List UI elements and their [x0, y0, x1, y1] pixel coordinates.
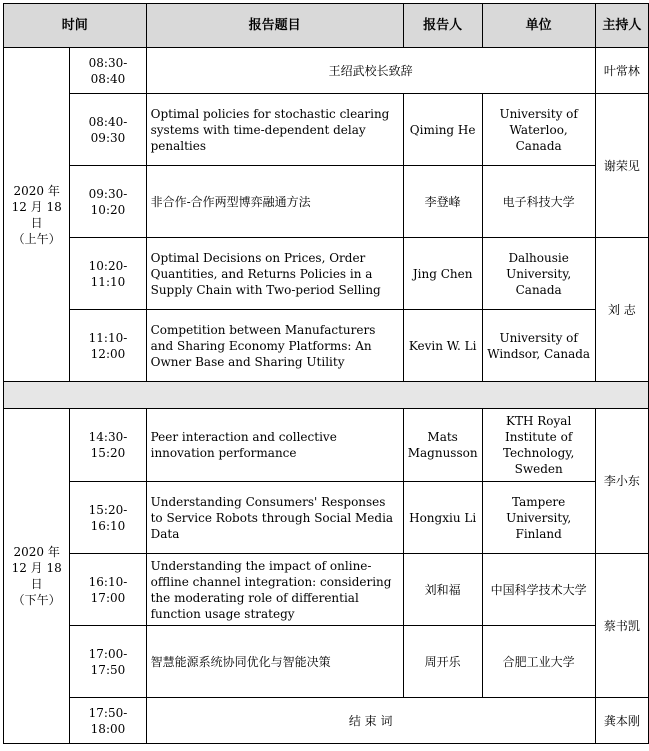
speaker-cell: Hongxiu Li	[403, 482, 482, 554]
unit-cell: 中国科学技术大学	[482, 554, 595, 626]
host-cell: 蔡书凯	[595, 554, 648, 698]
table-row	[4, 482, 649, 554]
table-row	[4, 94, 649, 166]
speaker-cell: Qiming He	[403, 94, 482, 166]
time-cell: 17:00-17:50	[70, 626, 146, 698]
date-line: （下午）	[12, 593, 61, 607]
header-host: 主持人	[595, 4, 648, 48]
time-cell: 11:10-12:00	[70, 310, 146, 382]
title-cell: Competition between Manufacturers and Sharing Economy Platforms: An Owner Base and Sharing Utility	[146, 310, 403, 382]
date-line: 12 月 18 日	[11, 561, 62, 591]
title-cell: 非合作-合作两型博弈融通方法	[146, 166, 403, 238]
header-title: 报告题目	[146, 4, 403, 48]
unit-cell: University of Windsor, Canada	[482, 310, 595, 382]
table-row	[4, 626, 649, 698]
table-row	[4, 48, 649, 94]
table-row	[4, 166, 649, 238]
title-cell: Peer interaction and collective innovation performance	[146, 409, 403, 482]
time-cell: 08:30-08:40	[70, 48, 146, 94]
title-cell: Optimal Decisions on Prices, Order Quantities, and Returns Policies in a Supply Chain with Two-period Selling	[146, 238, 403, 310]
host-cell: 龚本刚	[595, 698, 648, 744]
speaker-cell: 李登峰	[403, 166, 482, 238]
speaker-cell: Mats Magnusson	[403, 409, 482, 482]
table-row	[4, 310, 649, 382]
date-line: 2020 年	[13, 183, 60, 198]
date-cell-afternoon	[4, 409, 70, 744]
time-cell: 08:40-09:30	[70, 94, 146, 166]
host-cell: 谢荣见	[595, 94, 648, 238]
time-cell: 17:50-18:00	[70, 698, 146, 744]
speaker-cell: 周开乐	[403, 626, 482, 698]
unit-cell: Tampere University, Finland	[482, 482, 595, 554]
host-cell: 刘 志	[595, 238, 648, 382]
title-cell: 结 束 词	[146, 698, 595, 744]
unit-cell: Dalhousie University, Canada	[482, 238, 595, 310]
header-row	[4, 4, 649, 48]
header-speaker: 报告人	[403, 4, 482, 48]
host-cell: 叶常林	[595, 48, 648, 94]
unit-cell: 电子科技大学	[482, 166, 595, 238]
speaker-cell: Kevin W. Li	[403, 310, 482, 382]
table-row	[4, 698, 649, 744]
time-cell: 14:30-15:20	[70, 409, 146, 482]
header-time: 时间	[4, 4, 147, 48]
schedule-table	[3, 3, 649, 744]
time-cell: 09:30-10:20	[70, 166, 146, 238]
title-cell: 智慧能源系统协同优化与智能决策	[146, 626, 403, 698]
host-cell: 李小东	[595, 409, 648, 554]
speaker-cell: Jing Chen	[403, 238, 482, 310]
break-row	[4, 382, 649, 409]
unit-cell: KTH Royal Institute of Technology, Sweden	[482, 409, 595, 482]
title-cell: Optimal policies for stochastic clearing systems with time-dependent delay penalties	[146, 94, 403, 166]
break-cell	[4, 382, 649, 409]
date-cell-morning	[4, 48, 70, 382]
title-cell: Understanding the impact of online-offline channel integration: considering the moderating role of differential function usage strategy	[146, 554, 403, 626]
table-row	[4, 409, 649, 482]
unit-cell: 合肥工业大学	[482, 626, 595, 698]
title-cell: 王绍武校长致辞	[146, 48, 595, 94]
date-line: （上午）	[12, 231, 61, 246]
time-cell: 10:20-11:10	[70, 238, 146, 310]
title-cell: Understanding Consumers' Responses to Service Robots through Social Media Data	[146, 482, 403, 554]
time-cell: 16:10-17:00	[70, 554, 146, 626]
table-row	[4, 554, 649, 626]
header-unit: 单位	[482, 4, 595, 48]
time-cell: 15:20-16:10	[70, 482, 146, 554]
unit-cell: University of Waterloo, Canada	[482, 94, 595, 166]
speaker-cell: 刘和福	[403, 554, 482, 626]
date-line: 2020 年	[13, 545, 60, 559]
date-line: 12 月 18 日	[11, 199, 62, 230]
table-row	[4, 238, 649, 310]
